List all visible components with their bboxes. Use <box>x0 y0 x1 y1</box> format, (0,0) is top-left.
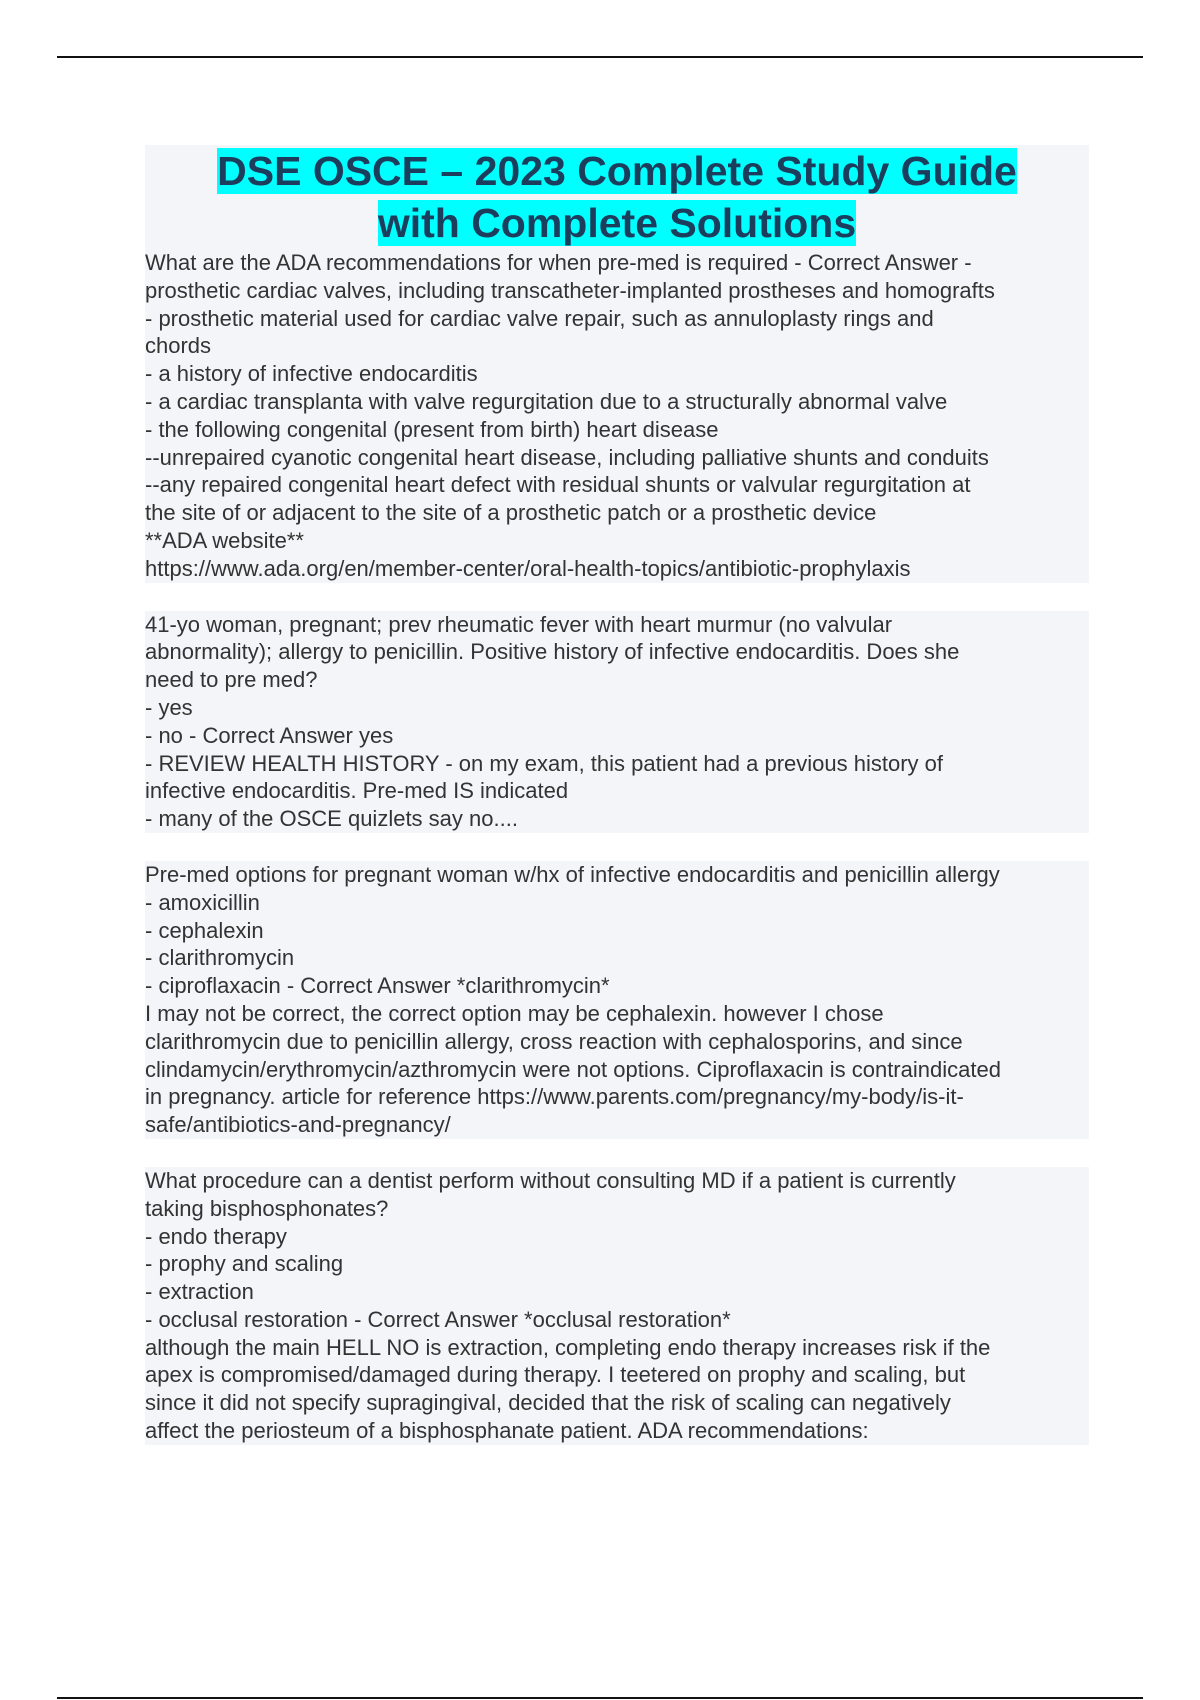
qa-section <box>145 861 1089 1139</box>
text-line: - occlusal restoration - Correct Answer *occlusal restoration* <box>145 1306 731 1332</box>
text-line: chords <box>145 333 212 359</box>
text-line: - prophy and scaling <box>145 1251 344 1277</box>
text-line: - many of the OSCE quizlets say no.... <box>145 806 518 832</box>
text-line: affect the periosteum of a bisphosphanate patient. ADA recommendations: <box>145 1418 869 1444</box>
text-line: taking bisphosphonates? <box>145 1195 389 1221</box>
document-body <box>145 249 1089 1445</box>
title-line-2: with Complete Solutions <box>377 200 857 246</box>
text-line: - clarithromycin <box>145 945 295 971</box>
page-content <box>145 145 1089 1445</box>
text-line: - REVIEW HEALTH HISTORY - on my exam, this patient had a previous history of <box>145 750 944 776</box>
text-line: - amoxicillin <box>145 889 260 915</box>
text-line: 41-yo woman, pregnant; prev rheumatic fever with heart murmur (no valvular <box>145 611 893 637</box>
text-line: since it did not specify supragingival, decided that the risk of scaling can negatively <box>145 1390 951 1416</box>
text-line: What procedure can a dentist perform without consulting MD if a patient is currently <box>145 1167 956 1193</box>
text-line: the site of or adjacent to the site of a prosthetic patch or a prosthetic device <box>145 500 877 526</box>
text-line: safe/antibiotics-and-pregnancy/ <box>145 1112 451 1138</box>
text-line: need to pre med? <box>145 667 318 693</box>
text-line: clindamycin/erythromycin/azthromycin were not options. Ciproflaxacin is contraindicated <box>145 1056 1001 1082</box>
text-line: abnormality); allergy to penicillin. Positive history of infective endocarditis. Does she <box>145 639 960 665</box>
text-line: - a cardiac transplanta with valve regurgitation due to a structurally abnormal valve <box>145 388 948 414</box>
text-line: - the following congenital (present from birth) heart disease <box>145 416 719 442</box>
text-line: - endo therapy <box>145 1223 287 1249</box>
text-line: - ciproflaxacin - Correct Answer *clarithromycin* <box>145 973 610 999</box>
top-rule <box>57 56 1143 58</box>
text-line: apex is compromised/damaged during therapy. I teetered on prophy and scaling, but <box>145 1362 966 1388</box>
section-gap <box>145 1139 1089 1167</box>
text-line: although the main HELL NO is extraction, completing endo therapy increases risk if the <box>145 1334 991 1360</box>
text-line: clarithromycin due to penicillin allergy, cross reaction with cephalosporins, and since <box>145 1028 963 1054</box>
text-line: What are the ADA recommendations for when pre-med is required - Correct Answer - <box>145 250 972 275</box>
text-line: --any repaired congenital heart defect with residual shunts or valvular regurgitation at <box>145 472 971 498</box>
text-line: in pregnancy. article for reference https://www.parents.com/pregnancy/my-body/is-it- <box>145 1084 964 1110</box>
document-title <box>145 145 1089 249</box>
text-line: infective endocarditis. Pre-med IS indicated <box>145 778 569 804</box>
qa-section <box>145 249 1089 583</box>
section-gap <box>145 833 1089 861</box>
text-line: prosthetic cardiac valves, including transcatheter-implanted prostheses and homografts <box>145 277 995 303</box>
bottom-rule <box>57 1697 1143 1699</box>
text-line: - a history of infective endocarditis <box>145 361 478 387</box>
text-line: - cephalexin <box>145 917 264 943</box>
title-line-1: DSE OSCE – 2023 Complete Study Guide <box>217 148 1017 194</box>
text-line: Pre-med options for pregnant woman w/hx of infective endocarditis and penicillin allergy <box>145 861 1000 887</box>
text-line: - prosthetic material used for cardiac valve repair, such as annuloplasty rings and <box>145 305 934 331</box>
text-line: - extraction <box>145 1279 254 1305</box>
text-line: **ADA website** <box>145 527 304 553</box>
text-line: https://www.ada.org/en/member-center/oral-health-topics/antibiotic-prophylaxis <box>145 555 911 581</box>
qa-section <box>145 1167 1089 1445</box>
text-line: - yes <box>145 694 193 720</box>
text-line: I may not be correct, the correct option may be cephalexin. however I chose <box>145 1000 884 1026</box>
text-line: --unrepaired cyanotic congenital heart disease, including palliative shunts and conduits <box>145 444 989 470</box>
section-gap <box>145 583 1089 611</box>
qa-section <box>145 611 1089 833</box>
text-line: - no - Correct Answer yes <box>145 722 394 748</box>
